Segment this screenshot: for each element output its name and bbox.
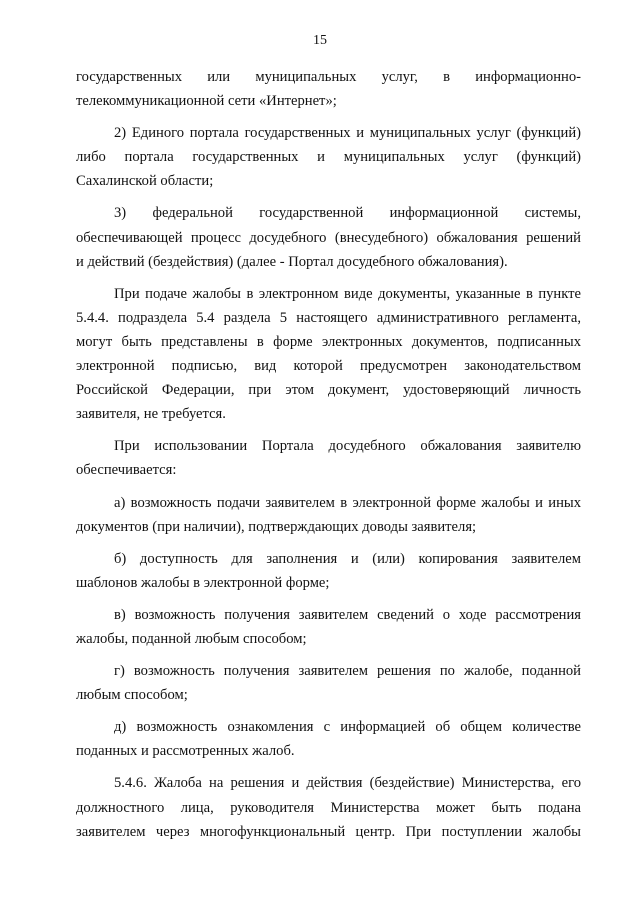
paragraph [76,603,581,651]
paragraph [76,282,581,427]
text-line: 5.4.6. Жалоба на решения и действия (бездействие) Министерства, его [114,775,581,792]
text-line: 5.4.4. подраздела 5.4 раздела 5 настоящего административного регламента, [76,309,581,326]
text-line: государственных или муниципальных услуг, в информационно- [76,69,581,85]
text-line: 2) Единого портала государственных и муниципальных услуг (функций) [114,125,581,142]
text-line: г) возможность получения заявителем решения по жалобе, поданной [114,663,581,680]
text-line: и действий (бездействия) (далее - Портал досудебного обжалования). [76,253,508,270]
text-line: могут быть представлены в форме электронных документов, подписанных [76,333,581,350]
page-number: 15 [313,33,327,48]
text-line: электронной подписью, вид которой предусмотрен законодательством [76,358,581,375]
text-line: либо портала государственных и муниципальных услуг (функций) [76,149,581,166]
paragraph [76,121,581,193]
paragraph [76,201,581,273]
paragraph [76,715,581,763]
text-line: в) возможность получения заявителем сведений о ходе рассмотрения [114,606,581,623]
text-line: заявителем через многофункциональный центр. При поступлении жалобы [76,823,581,840]
text-line: При подаче жалобы в электронном виде документы, указанные в пункте [114,285,581,302]
text-line: шаблонов жалобы в электронной форме; [76,574,330,591]
text-line: Сахалинской области; [76,173,214,190]
text-line: заявителя, не требуется. [76,406,226,423]
paragraph [76,434,581,482]
text-line: б) доступность для заполнения и (или) копирования заявителем [114,550,581,567]
text-line: обеспечивается: [76,462,177,479]
document-body [76,65,581,852]
text-line: При использовании Портала досудебного обжалования заявителю [114,438,581,455]
text-line: телекоммуникационной сети «Интернет»; [76,93,337,110]
paragraph [76,659,581,707]
paragraph [76,547,581,595]
text-line: обеспечивающей процесс досудебного (внесудебного) обжалования решений [76,229,581,246]
text-line: 3) федеральной государственной информационной системы, [114,205,581,222]
text-line: любым способом; [76,687,188,704]
paragraph [76,65,581,113]
text-line: документов (при наличии), подтверждающих доводы заявителя; [76,518,477,535]
text-line: д) возможность ознакомления с информацией об общем количестве [114,719,581,736]
paragraph [76,771,581,843]
text-line: а) возможность подачи заявителем в электронной форме жалобы и иных [114,494,581,511]
text-line: Российской Федерации, при этом документ, удостоверяющий личность [76,382,581,399]
paragraph [76,491,581,539]
text-line: поданных и рассмотренных жалоб. [76,743,295,760]
text-line: должностного лица, руководителя Министерства может быть подана [76,799,581,816]
text-line: жалобы, поданной любым способом; [76,630,307,647]
